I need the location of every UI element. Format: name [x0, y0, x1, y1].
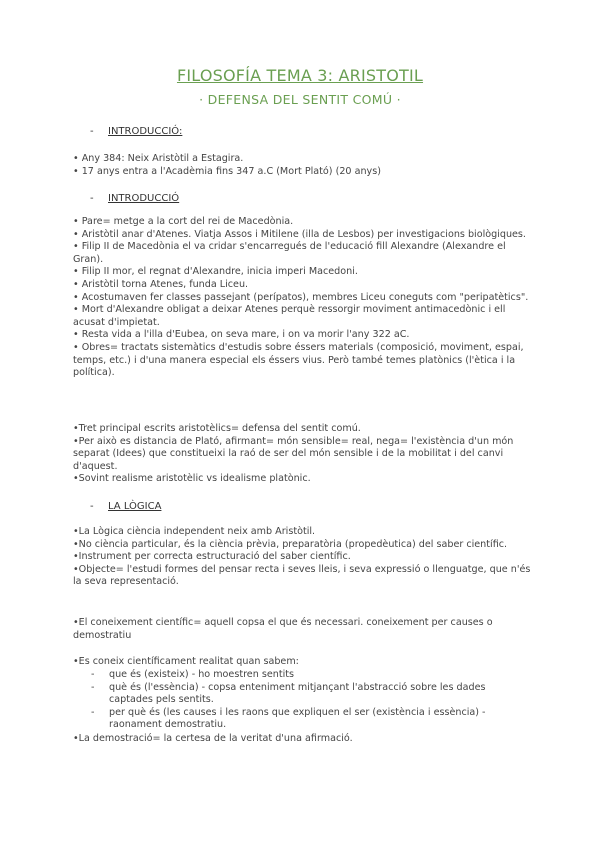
section-heading-introduccio-2	[90, 193, 179, 204]
bullet-line: •La Lògica ciència independent neix amb Aristòtil.	[73, 526, 316, 537]
bullet-line: •Es coneix científicament realitat quan sabem:	[73, 656, 299, 667]
bullet-line: • Mort d'Alexandre obligat a deixar Atenes perquè ressorgir moviment antimacedònic i ell acusat d'impietat.	[73, 304, 506, 328]
bullet-line: • Aristòtil torna Atenes, funda Liceu.	[73, 278, 249, 290]
list-dash: -	[91, 681, 95, 693]
list-item	[91, 707, 531, 732]
bullet-line: • Obres= tractats sistemàtics d'estudis sobre éssers materials (composició, moviment, espai, temps, etc.) i d'una manera especial els éssers vius. Però també temes platònics (l'ètica i la política).	[73, 341, 524, 379]
bullet-line: • Aristòtil anar d'Atenes. Viatja Assos i Mitilene (illa de Lesbos) per investigacions biològiques.	[73, 228, 526, 240]
heading-dash: -	[90, 126, 94, 137]
bullet-line: • Pare= metge a la cort del rei de Macedònia.	[73, 216, 294, 227]
bullet-line: •La demostració= la certesa de la veritat d'una afirmació.	[73, 733, 353, 744]
bullet-line: •No ciència particular, és la ciència prèvia, preparatòria (propedèutica) del saber científic.	[73, 538, 508, 550]
heading-text: INTRODUCCIÓ	[108, 193, 180, 204]
bullet-line: •Objecte= l'estudi formes del pensar recta i seves lleis, i seva expressió o llenguatge, que n'és la seva representació.	[73, 563, 531, 588]
bullet-line: •Sovint realisme aristotèlic vs idealisme platònic.	[73, 473, 311, 485]
list-item	[91, 682, 531, 707]
list-item	[91, 669, 531, 682]
section-heading-introduccio-1	[90, 126, 182, 137]
heading-dash: -	[90, 193, 94, 204]
section-3-sublist	[91, 669, 531, 732]
heading-text: INTRODUCCIÓ:	[108, 126, 183, 137]
bullet-line: • Acostumaven fer classes passejant (perípatos), membres Liceu coneguts com "peripatètics".	[73, 291, 529, 303]
section-3-closing	[73, 733, 533, 746]
list-dash: -	[91, 706, 95, 718]
heading-dash: -	[90, 501, 94, 512]
bullet-line: • Filip II mor, el regnat d'Alexandre, inicia imperi Macedoni.	[73, 266, 358, 278]
section-3-body-2	[73, 617, 533, 642]
list-item-text: per què és (les causes i les raons que expliquen el ser (existència i essència) - raonament demostratiu.	[109, 706, 486, 731]
bullet-line: • Filip II de Macedònia el va cridar s'encarregués de l'educació fill Alexandre (Alexandre el Gran).	[73, 241, 506, 265]
heading-text: LA LÒGICA	[108, 501, 162, 512]
bullet-line: •El coneixement científic= aquell copsa el que és necessari. coneixement per causes o demostratiu	[73, 617, 493, 641]
bullet-line: •Tret principal escrits aristotèlics= defensa del sentit comú.	[73, 423, 361, 434]
bullet-line: •Instrument per correcta estructuració del saber científic.	[73, 551, 351, 563]
list-item-text: que és (existeix) - ho moestren sentits	[109, 669, 295, 680]
section-2-body	[73, 216, 533, 380]
bullet-line: • Any 384: Neix Aristòtil a Estagira.	[73, 153, 244, 164]
bullet-line: • Resta vida a l'illa d'Eubea, on seva mare, i on va morir l'any 322 aC.	[73, 329, 410, 341]
section-heading-la-logica	[90, 501, 161, 512]
section-3-intro	[73, 656, 533, 669]
list-dash: -	[91, 669, 95, 680]
bullet-line: • 17 anys entra a l'Acadèmia fins 347 a.C (Mort Plató) (20 anys)	[73, 165, 381, 177]
document-title: FILOSOFÍA TEMA 3: ARISTOTIL	[176, 66, 424, 85]
document-subtitle: · DEFENSA DEL SENTIT COMÚ ·	[199, 92, 401, 107]
list-item-text: què és (l'essència) - copsa enteniment mitjançant l'abstracció sobre les dades captades pels sentits.	[109, 681, 486, 706]
section-2-body-2	[73, 423, 533, 486]
section-1-body	[73, 153, 533, 178]
bullet-line: •Per això es distancia de Plató, afirmant= món sensible= real, nega= l'existència d'un món separat (Idees) que constitueixi la raó de ser del món sensible i de la mobilitat i del canvi d'aquest.	[73, 435, 514, 472]
section-3-body	[73, 526, 533, 589]
